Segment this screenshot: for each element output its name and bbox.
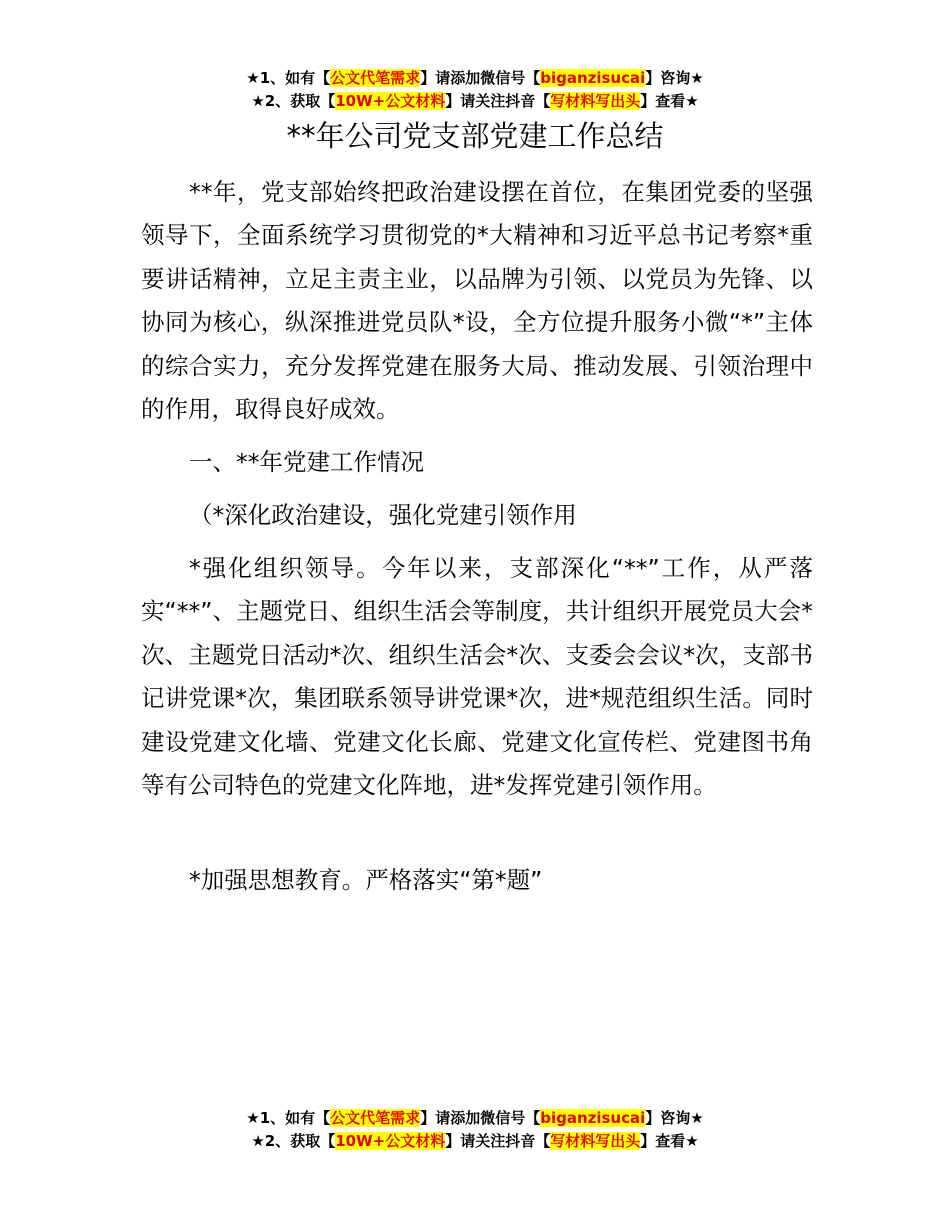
org-leadership-text: *强化组织领导。今年以来，支部深化“**”工作，从严落实“**”、主题党日、组织生活会等制度，共计组织开展党员大会*次、主题党日活动*次、组织生活会*次、支委会会议*次，支部书记讲党课*次，集团联系领导讲党课*次，进*规范组织生活。同时建设党建文化墙、党建文化长廊、党建文化宣传栏、党建图书角等有公司特色的党建文化阵地，进*发挥党建引领作用。: [141, 554, 813, 800]
promo-highlight: 10W+公文材料: [335, 1132, 446, 1150]
promo-text: 】查看★: [640, 1132, 699, 1150]
document-title: **年公司党支部党建工作总结: [286, 119, 664, 153]
promo-text: 】请关注抖音【: [445, 1132, 551, 1150]
promo-text: ★1、如有【: [246, 69, 331, 87]
promo-highlight: biganzisucai: [540, 1109, 646, 1127]
promo-text: 】咨询★: [645, 1109, 704, 1127]
promo-text: ★2、获取【: [251, 1132, 336, 1150]
promo-highlight: 公文代笔需求: [330, 69, 421, 87]
promo-text: 】请添加微信号【: [420, 1109, 541, 1127]
subsection-heading: [141, 494, 813, 537]
promo-highlight: biganzisucai: [540, 69, 646, 87]
subsection-1-heading: （*深化政治建设，强化党建引领作用: [189, 501, 577, 529]
header-promo-banner: [0, 67, 950, 113]
intro-paragraph: [141, 171, 813, 431]
promo-highlight: 10W+公文材料: [335, 92, 446, 110]
promo-text: 】咨询★: [645, 69, 704, 87]
promo-line-2: [0, 1130, 950, 1153]
promo-line-2: [0, 90, 950, 113]
intro-text: **年，党支部始终把政治建设摆在首位，在集团党委的坚强领导下，全面系统学习贯彻党的*大精神和习近平总书记考察*重要讲话精神，立足主责主业，以品牌为引领、以党员为先锋、以协同为核心，纵深推进党员队*设，全方位提升服务小微“*”主体的综合实力，充分发挥党建在服务大局、推动发展、引领治理中的作用，取得良好成效。: [141, 178, 813, 424]
promo-text: 】请关注抖音【: [445, 92, 551, 110]
promo-text: ★2、获取【: [251, 92, 336, 110]
promo-text: ★1、如有【: [246, 1109, 331, 1127]
promo-highlight: 写材料写出头: [550, 92, 641, 110]
section-heading: [141, 441, 813, 484]
promo-line-1: [0, 67, 950, 90]
footer-promo-banner: [0, 1107, 950, 1153]
promo-highlight: 公文代笔需求: [330, 1109, 421, 1127]
promo-line-1: [0, 1107, 950, 1130]
promo-text: 】请添加微信号【: [420, 69, 541, 87]
section-1-heading: 一、**年党建工作情况: [189, 448, 424, 476]
org-leadership-paragraph: [141, 547, 813, 807]
promo-highlight: 写材料写出头: [550, 1132, 641, 1150]
education-text: *加强思想教育。严格落实“第*题”: [189, 866, 543, 894]
promo-text: 】查看★: [640, 92, 699, 110]
education-paragraph: [141, 859, 813, 902]
